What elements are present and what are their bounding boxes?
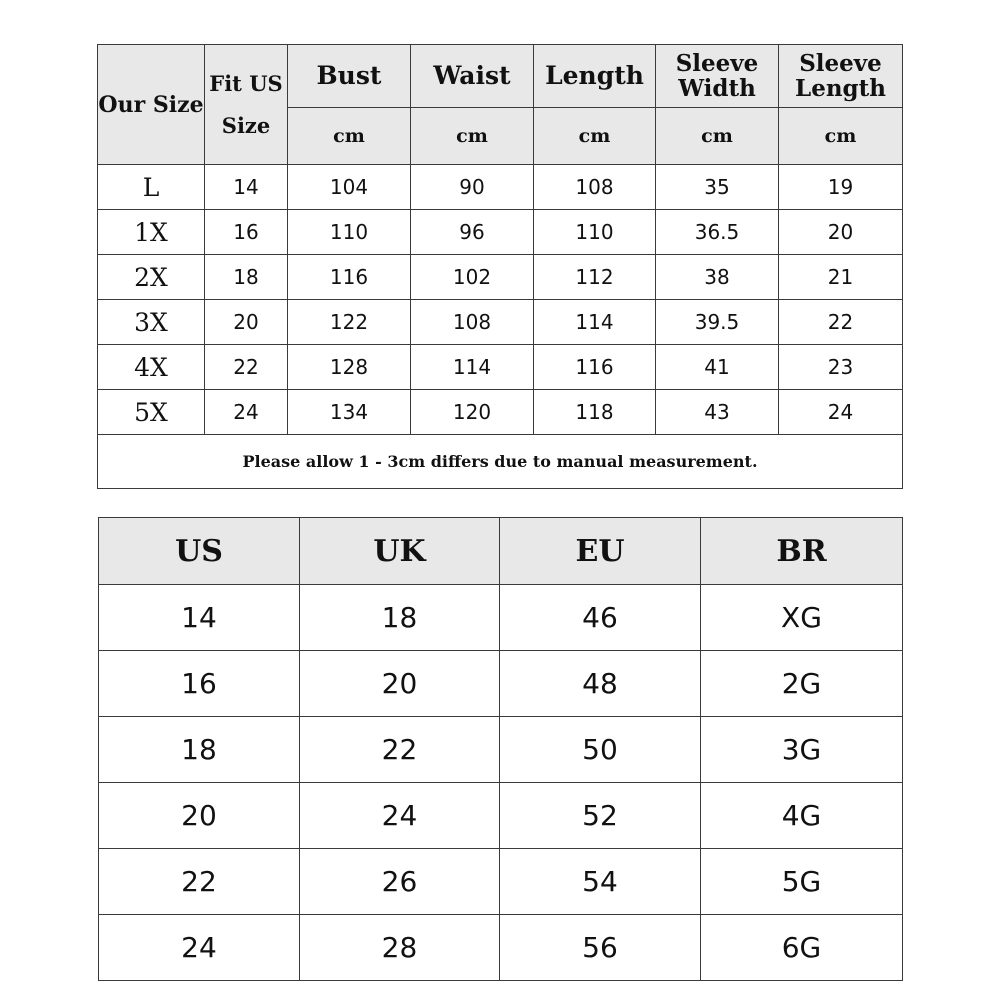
sleeve-width-cell: 41 xyxy=(656,345,779,390)
table-row xyxy=(99,651,903,717)
table-row xyxy=(99,849,903,915)
waist-cell: 90 xyxy=(411,165,534,210)
sleeve-width-cell: 36.5 xyxy=(656,210,779,255)
br-cell: 4G xyxy=(701,783,903,849)
waist-cell: 96 xyxy=(411,210,534,255)
table-row xyxy=(98,390,903,435)
bust-cell: 122 xyxy=(288,300,411,345)
table-row xyxy=(99,717,903,783)
sleeve-length-cell: 21 xyxy=(779,255,903,300)
br-cell: XG xyxy=(701,585,903,651)
size-cell: 5X xyxy=(98,390,205,435)
table-row xyxy=(98,345,903,390)
unit-sleeve-width: cm xyxy=(656,108,779,165)
table-row xyxy=(98,165,903,210)
fit-us-cell: 14 xyxy=(205,165,288,210)
table-row xyxy=(99,915,903,981)
waist-cell: 114 xyxy=(411,345,534,390)
us-cell: 18 xyxy=(99,717,300,783)
br-cell: 3G xyxy=(701,717,903,783)
uk-cell: 24 xyxy=(300,783,500,849)
us-cell: 16 xyxy=(99,651,300,717)
header-uk: UK xyxy=(300,518,500,585)
eu-cell: 48 xyxy=(500,651,701,717)
eu-cell: 50 xyxy=(500,717,701,783)
header-sleeve-width-line1: Sleeve xyxy=(675,50,759,77)
sleeve-length-cell: 19 xyxy=(779,165,903,210)
sleeve-length-cell: 24 xyxy=(779,390,903,435)
header-length: Length xyxy=(534,45,656,108)
size-chart-table xyxy=(97,44,903,489)
header-fit-us-line1: Fit US xyxy=(209,70,283,96)
us-cell: 24 xyxy=(99,915,300,981)
size-cell: 2X xyxy=(98,255,205,300)
table-row xyxy=(99,783,903,849)
bust-cell: 134 xyxy=(288,390,411,435)
sleeve-width-cell: 39.5 xyxy=(656,300,779,345)
measurement-note: Please allow 1 - 3cm differs due to manual measurement. xyxy=(98,435,903,489)
table-row xyxy=(98,210,903,255)
br-cell: 2G xyxy=(701,651,903,717)
sleeve-length-cell: 22 xyxy=(779,300,903,345)
unit-length: cm xyxy=(534,108,656,165)
us-cell: 14 xyxy=(99,585,300,651)
length-cell: 118 xyxy=(534,390,656,435)
sleeve-length-cell: 20 xyxy=(779,210,903,255)
length-cell: 114 xyxy=(534,300,656,345)
eu-cell: 46 xyxy=(500,585,701,651)
bust-cell: 116 xyxy=(288,255,411,300)
table-row xyxy=(99,585,903,651)
header-eu: EU xyxy=(500,518,701,585)
fit-us-cell: 24 xyxy=(205,390,288,435)
table-row xyxy=(98,300,903,345)
uk-cell: 18 xyxy=(300,585,500,651)
length-cell: 112 xyxy=(534,255,656,300)
header-waist: Waist xyxy=(411,45,534,108)
header-sleeve-length-line2: Length xyxy=(795,75,886,102)
unit-waist: cm xyxy=(411,108,534,165)
waist-cell: 102 xyxy=(411,255,534,300)
fit-us-cell: 20 xyxy=(205,300,288,345)
header-sleeve-length-line1: Sleeve xyxy=(799,50,882,77)
header-bust: Bust xyxy=(288,45,411,108)
uk-cell: 28 xyxy=(300,915,500,981)
fit-us-cell: 22 xyxy=(205,345,288,390)
bust-cell: 104 xyxy=(288,165,411,210)
eu-cell: 56 xyxy=(500,915,701,981)
fit-us-cell: 16 xyxy=(205,210,288,255)
size-cell: 1X xyxy=(98,210,205,255)
uk-cell: 22 xyxy=(300,717,500,783)
bust-cell: 110 xyxy=(288,210,411,255)
us-cell: 22 xyxy=(99,849,300,915)
size-cell: 4X xyxy=(98,345,205,390)
sleeve-length-cell: 23 xyxy=(779,345,903,390)
length-cell: 108 xyxy=(534,165,656,210)
eu-cell: 52 xyxy=(500,783,701,849)
us-cell: 20 xyxy=(99,783,300,849)
unit-sleeve-length: cm xyxy=(779,108,903,165)
header-us: US xyxy=(99,518,300,585)
uk-cell: 26 xyxy=(300,849,500,915)
length-cell: 116 xyxy=(534,345,656,390)
sleeve-width-cell: 35 xyxy=(656,165,779,210)
size-cell: L xyxy=(98,165,205,210)
bust-cell: 128 xyxy=(288,345,411,390)
header-br: BR xyxy=(701,518,903,585)
header-sleeve-width-line2: Width xyxy=(678,75,756,102)
size-conversion-table xyxy=(98,517,903,981)
waist-cell: 120 xyxy=(411,390,534,435)
waist-cell: 108 xyxy=(411,300,534,345)
fit-us-cell: 18 xyxy=(205,255,288,300)
size-cell: 3X xyxy=(98,300,205,345)
header-fit-us-size xyxy=(205,45,288,165)
header-sleeve-width xyxy=(656,45,779,108)
table-row xyxy=(98,255,903,300)
header-sleeve-length xyxy=(779,45,903,108)
br-cell: 5G xyxy=(701,849,903,915)
header-fit-us-line2: Size xyxy=(221,112,271,138)
br-cell: 6G xyxy=(701,915,903,981)
sleeve-width-cell: 38 xyxy=(656,255,779,300)
length-cell: 110 xyxy=(534,210,656,255)
unit-bust: cm xyxy=(288,108,411,165)
header-our-size: Our Size xyxy=(98,45,205,165)
uk-cell: 20 xyxy=(300,651,500,717)
eu-cell: 54 xyxy=(500,849,701,915)
sleeve-width-cell: 43 xyxy=(656,390,779,435)
